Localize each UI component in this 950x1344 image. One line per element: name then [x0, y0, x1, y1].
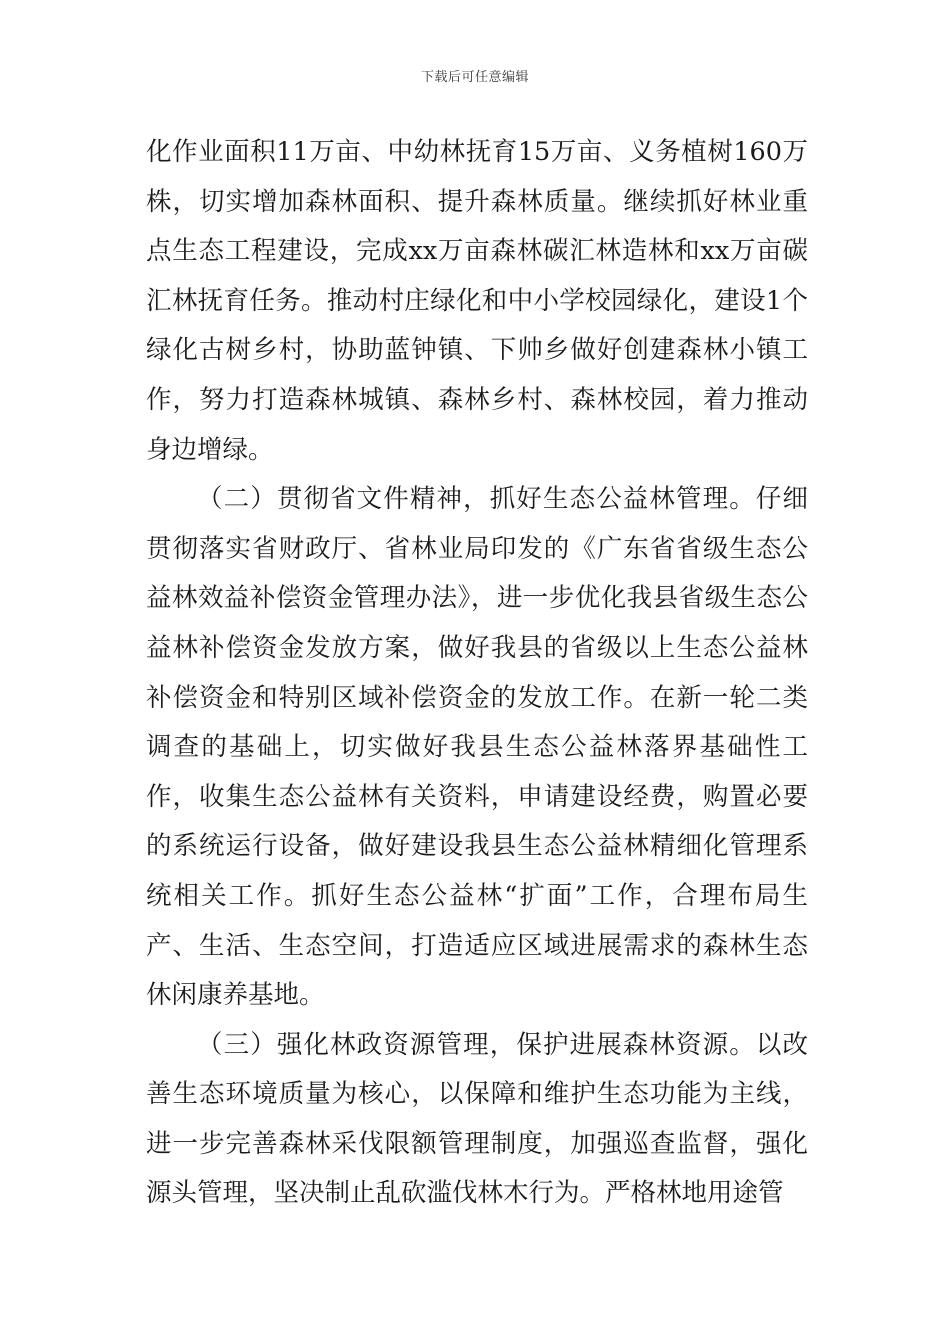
- page-header: 下载后可任意编辑: [420, 70, 529, 85]
- paragraph-3: （三）强化林政资源管理，保护进展森林资源。以改善生态环境质量为核心，以保障和维护生态功能为主线，进一步完善森林采伐限额管理制度，加强巡查监督，强化源头管理，坚决制止乱砍滥伐林木行为。严格林地用途管: [146, 1029, 808, 1209]
- paragraph-1: 化作业面积11万亩、中幼林抚育15万亩、义务植树160万株，切实增加森林面积、提升森林质量。继续抓好林业重点生态工程建设，完成xx万亩森林碳汇林造林和xx万亩碳汇林抚育任务。推动村庄绿化和中小学校园绿化，建设1个绿化古树乡村，协助蓝钟镇、下帅乡做好创建森林小镇工作，努力打造森林城镇、森林乡村、森林校园，着力推动身边增绿。: [146, 137, 808, 465]
- paragraph-2: （二）贯彻省文件精神，抓好生态公益林管理。仔细贯彻落实省财政厅、省林业局印发的《广东省省级生态公益林效益补偿资金管理办法》，进一步优化我县省级生态公益林补偿资金发放方案，做好我县的省级以上生态公益林补偿资金和特别区域补偿资金的发放工作。在新一轮二类调查的基础上，切实做好我县生态公益林落界基础性工作，收集生态公益林有关资料，申请建设经费，购置必要的系统运行设备，做好建设我县生态公益林精细化管理系统相关工作。抓好生态公益林“扩面”工作，合理布局生产、生活、生态空间，打造适应区域进展需求的森林生态休闲康养基地。: [146, 484, 808, 1011]
- document-body: [146, 128, 808, 1219]
